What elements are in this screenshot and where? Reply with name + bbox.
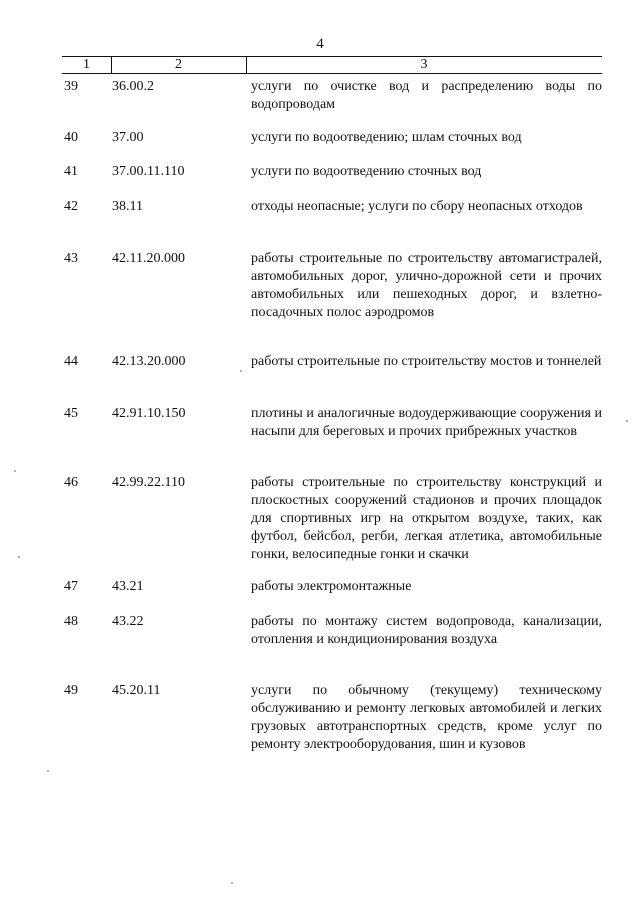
- row-description: работы строительные по строительству автомагистралей, автомобильных дорог, улично-дорожной сети и прочих автомобильных или пешеходных дорог, и взлетно-посадочных полос аэродромов: [251, 251, 602, 320]
- row-number: 46: [64, 475, 78, 490]
- row-code: 37.00: [112, 130, 144, 145]
- row-number: 48: [64, 614, 78, 629]
- row-code: 43.22: [112, 614, 144, 629]
- row-description: услуги по водоотведению сточных вод: [251, 164, 482, 179]
- row-number: 43: [64, 251, 78, 266]
- row-description: услуги по очистке вод и распределению воды по водопроводам: [251, 79, 602, 112]
- row-code: 42.11.20.000: [112, 251, 185, 266]
- row-code: 36.00.2: [112, 79, 154, 94]
- row-number: 47: [64, 579, 78, 594]
- scan-speck: [18, 556, 20, 558]
- row-description: плотины и аналогичные водоудерживающие сооружения и насыпи для береговых и прочих прибрежных участков: [251, 406, 602, 439]
- row-description: отходы неопасные; услуги по сбору неопасных отходов: [251, 199, 583, 214]
- row-number: 49: [64, 683, 78, 698]
- row-description: работы по монтажу систем водопровода, канализации, отопления и кондиционирования воздуха: [251, 614, 602, 647]
- row-code: 42.13.20.000: [112, 354, 186, 369]
- row-number: 39: [64, 79, 78, 94]
- row-code: 45.20.11: [112, 683, 161, 698]
- scan-speck: [240, 370, 242, 372]
- row-description: работы строительные по строительству конструкций и плоскостных сооружений стадионов и прочих площадок для спортивных игр на открытом воздухе, таких, как футбол, бейсбол, регби, легкая атлетика, автомобильные гонки, велосипедные гонки и скачки: [251, 475, 602, 562]
- row-description: услуги по обычному (текущему) техническому обслуживанию и ремонту легковых автомобилей и легких грузовых автотранспортных средств, кроме услуг по ремонту электрооборудования, шин и кузовов: [251, 683, 602, 752]
- row-number: 42: [64, 199, 78, 214]
- row-code: 42.91.10.150: [112, 406, 186, 421]
- column-header-3: 3: [420, 57, 428, 72]
- row-number: 40: [64, 130, 78, 145]
- column-header-1: 1: [83, 57, 90, 72]
- row-number: 44: [64, 354, 78, 369]
- scan-speck: [231, 882, 233, 884]
- scan-speck: [626, 420, 628, 422]
- row-number: 41: [64, 164, 78, 179]
- page-number: 4: [316, 36, 324, 52]
- row-description: работы электромонтажные: [251, 579, 412, 594]
- row-code: 43.21: [112, 579, 144, 594]
- row-code: 38.11: [112, 199, 143, 214]
- row-number: 45: [64, 406, 78, 421]
- row-code: 42.99.22.110: [112, 475, 185, 490]
- scan-speck: [47, 770, 49, 772]
- column-header-2: 2: [175, 57, 182, 72]
- row-code: 37.00.11.110: [112, 164, 185, 179]
- row-description: работы строительные по строительству мостов и тоннелей: [251, 354, 602, 369]
- scan-speck: [14, 470, 16, 472]
- row-description: услуги по водоотведению; шлам сточных вод: [251, 130, 522, 145]
